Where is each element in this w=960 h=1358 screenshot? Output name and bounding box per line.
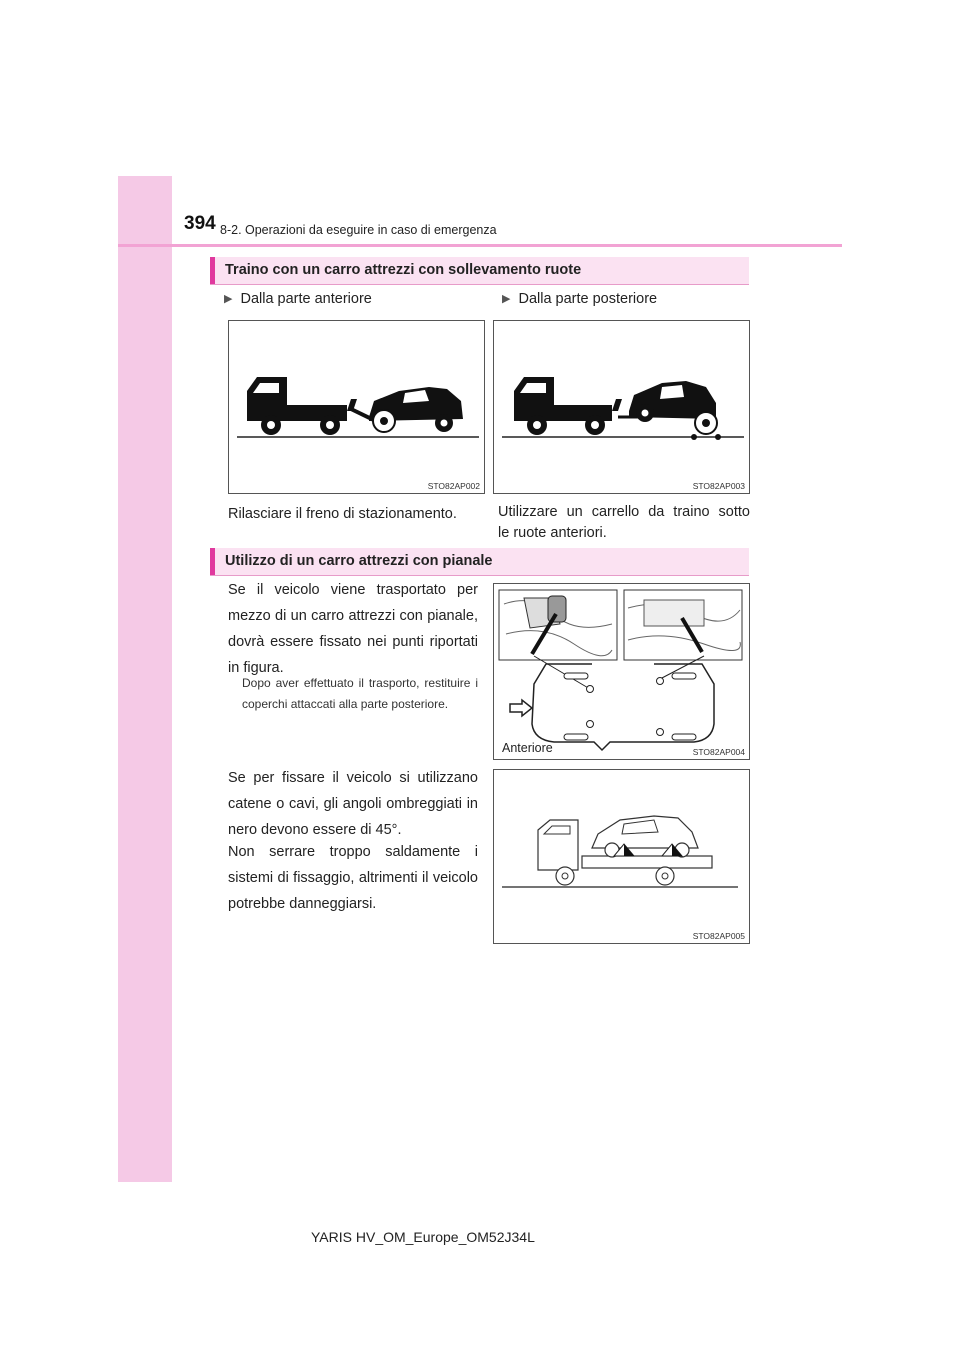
figure-tow-front [228,320,485,494]
page-number: 394 [184,213,216,234]
note-covers: Dopo aver effettuato il trasporto, restituire i coperchi attaccati alla parte posteriore. [242,676,478,711]
section-heading-wheel-lift [210,257,749,285]
flatbed-truck-illustration [494,770,749,943]
paragraph-fastening: Non serrare troppo saldamente i sistemi di fissaggio, altrimenti il veicolo potrebbe danneggiarsi. [228,844,478,912]
chapter-title: 8-2. Operazioni da eseguire in caso di emergenza [220,223,497,237]
footer-document-code: YARIS HV_OM_Europe_OM52J34L [311,1229,535,1245]
tow-truck-front-illustration [229,321,484,493]
subheading-rear [502,291,657,307]
caption-rear-line-1: Utilizzare un carrello da traino sotto [498,504,750,520]
front-direction-label: Anteriore [502,741,553,755]
subheading-front-label: Dalla parte anteriore [240,291,372,307]
section-heading-flatbed [210,548,749,576]
section-heading-label: Traino con un carro attrezzi con sollevamento ruote [225,262,582,278]
caption-rear [498,502,750,544]
section-heading-label: Utilizzo di un carro attrezzi con pianale [225,553,493,569]
paragraph-chain-angle: Se per fissare il veicolo si utilizzano catene o cavi, gli angoli ombreggiati in nero devono essere di 45°. [228,770,478,838]
tow-truck-rear-illustration [494,321,749,493]
figure-code: STO82AP003 [692,481,745,491]
subheading-rear-label: Dalla parte posteriore [518,291,658,307]
caption-rear-line-2: le ruote anteriori. [498,525,607,541]
paragraph-flatbed-intro: Se il veicolo viene trasportato per mezzo di un carro attrezzi con pianale, dovrà essere fissato nei punti riportati in figura. [228,582,478,676]
tie-points-illustration [494,584,749,759]
section-accent [210,257,215,284]
side-tab-strip [118,176,172,1182]
figure-tie-points [493,583,750,760]
figure-code: STO82AP002 [427,481,480,491]
figure-code: STO82AP005 [692,931,745,941]
subheading-front [224,291,372,307]
caption-front: Rilasciare il freno di stazionamento. [228,506,457,522]
figure-code: STO82AP004 [692,747,745,757]
triangle-bullet-icon: ▶ [224,293,233,305]
figure-tow-rear [493,320,750,494]
figure-flatbed [493,769,750,944]
header-rule [118,244,842,247]
triangle-bullet-icon: ▶ [502,293,511,305]
section-accent [210,548,215,575]
